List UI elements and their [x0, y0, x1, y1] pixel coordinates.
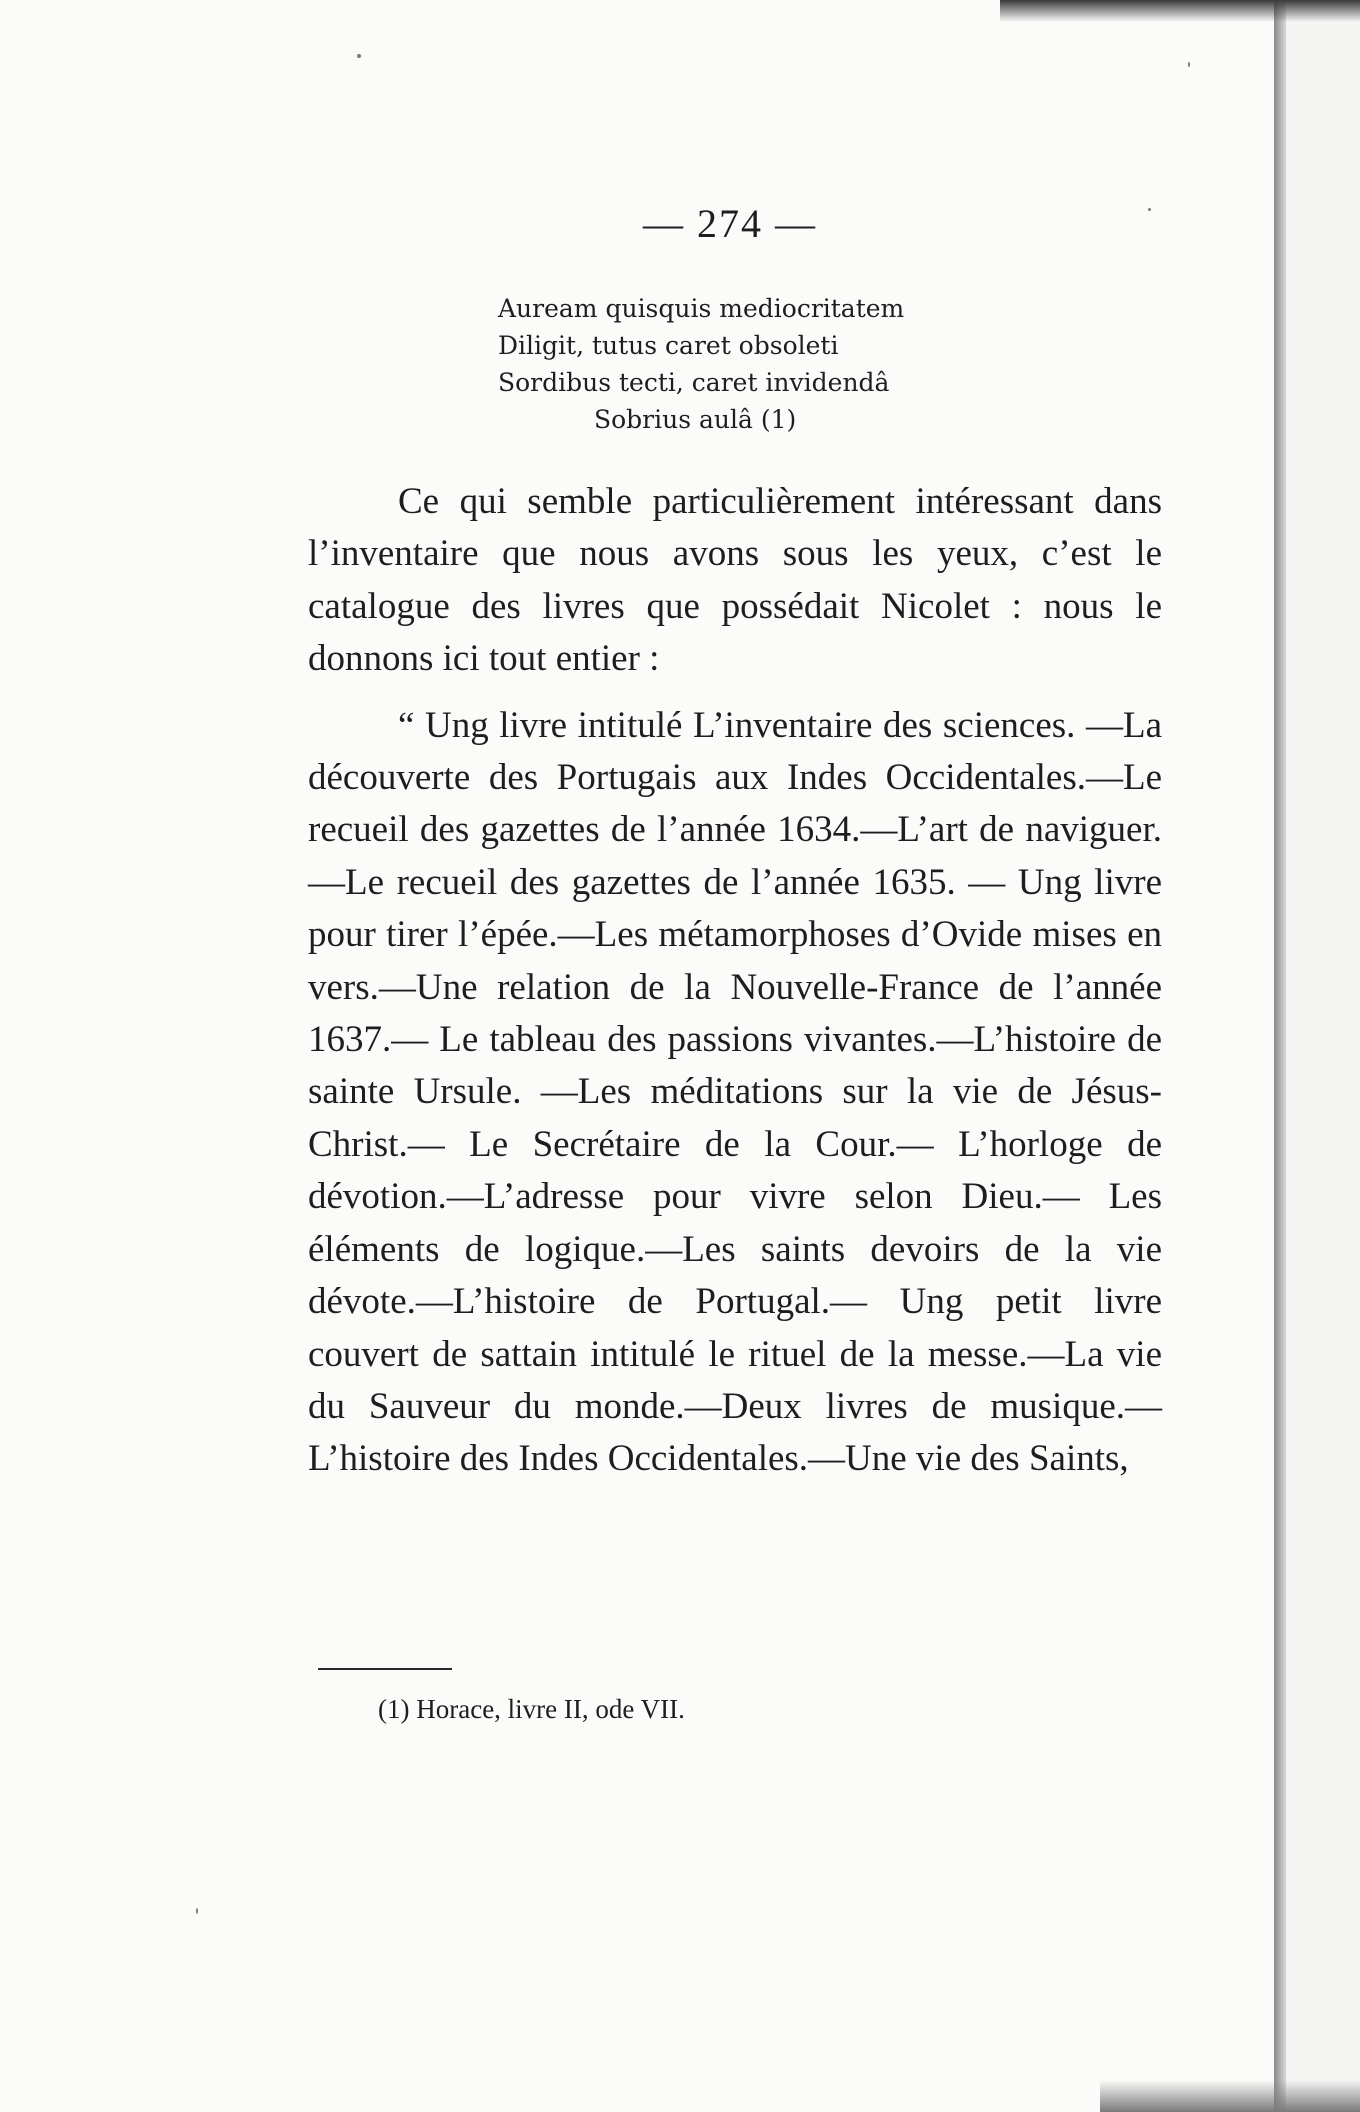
scan-speck [196, 1908, 198, 1914]
epigraph [498, 290, 904, 438]
scan-speck [357, 54, 361, 58]
paragraph: Ce qui semble particulièrement intéressant dans l’inventaire que nous avons sous les yeux, c’est le catalogue des livres que possédait Nicolet : nous le donnons ici tout entier : [308, 481, 1162, 680]
body-text [308, 476, 1162, 1486]
scan-shadow-bottom [1100, 2080, 1360, 2112]
footnote-rule [318, 1668, 452, 1670]
epigraph-line: Auream quisquis mediocritatem [498, 294, 905, 323]
footnote: (1) Horace, livre II, ode VII. [378, 1694, 685, 1724]
epigraph-line: Sobrius aulâ (1) [594, 405, 797, 434]
epigraph-line: Diligit, tutus caret obsoleti [498, 331, 839, 360]
page-number: — 274 — [643, 201, 817, 246]
page-edge [1274, 0, 1286, 2112]
epigraph-line: Sordibus tecti, caret invidendâ [498, 368, 890, 397]
scan-margin [1286, 0, 1360, 2112]
paragraph: “ Ung livre intitulé L’inventaire des sciences. —La découverte des Portugais aux Indes Occidentales.—Le recueil des gazettes de l’année 1634.—L’art de naviguer.—Le recueil des gazettes de l’année 1635. — Ung livre pour tirer l’épée.—Les métamorphoses d’Ovide mises en vers.—Une relation de la Nouvelle-France de l’année 1637.— Le tableau des passions vivantes.—L’histoire de sainte Ursule. —Les méditations sur la vie de Jésus-Christ.— Le Secrétaire de la Cour.— L’horloge de dévotion.—L’adresse pour vivre selon Dieu.— Les éléments de logique.—Les saints devoirs de la vie dévote.—L’histoire de Portugal.— Ung petit livre couvert de sattain intitulé le rituel de la messe.—La vie du Sauveur du monde.—Deux livres de musique.—L’histoire des Indes Occidentales.—Une vie des Saints, [308, 704, 1162, 1480]
scan-speck [1188, 62, 1190, 67]
scan-shadow-top [1000, 0, 1360, 22]
